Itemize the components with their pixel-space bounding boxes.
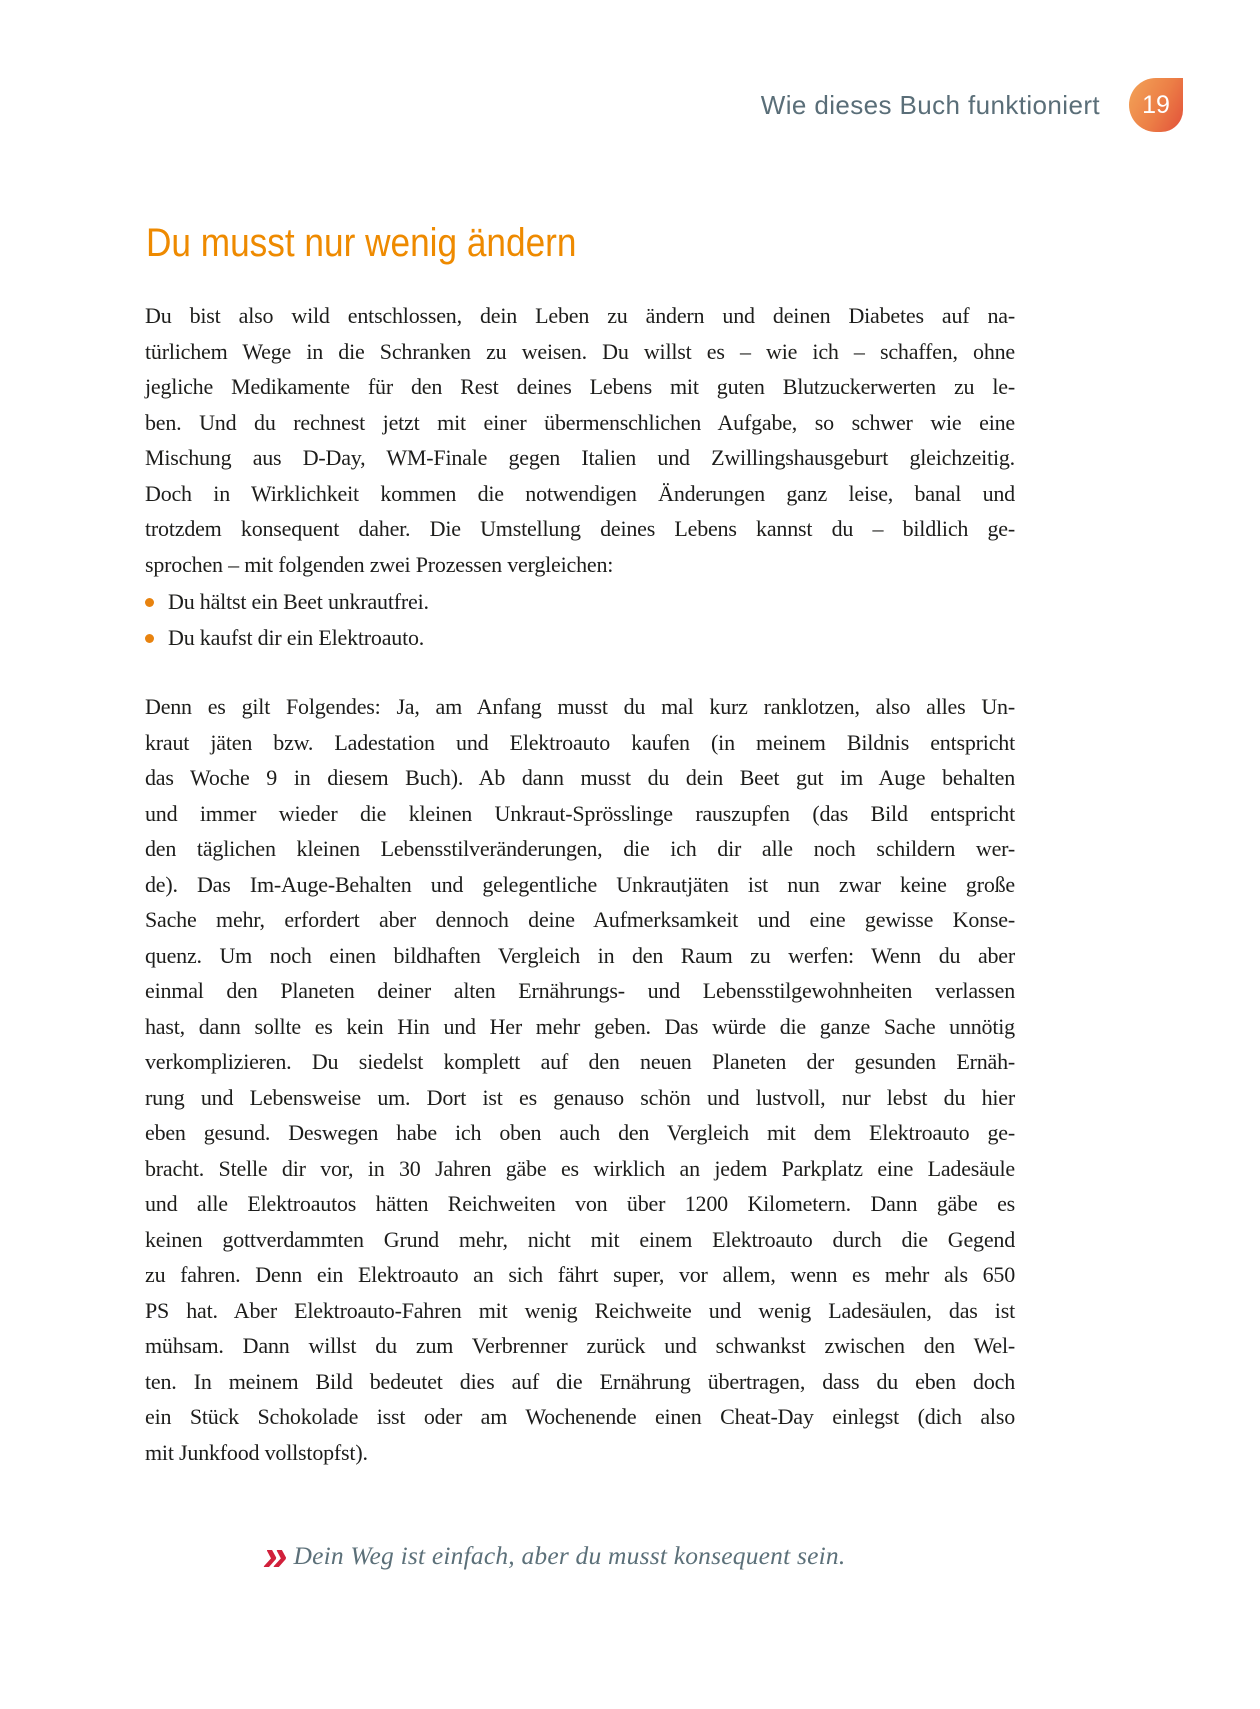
list-item xyxy=(145,620,1015,656)
text-line: eben gesund. Deswegen habe ich oben auch den Vergleich mit dem Elektroauto ge- xyxy=(145,1120,1015,1145)
text-line: kraut jäten bzw. Ladestation und Elektroauto kaufen (in meinem Bildnis entspricht xyxy=(145,729,1015,755)
text-line: bracht. Stelle dir vor, in 30 Jahren gäbe es wirklich an jedem Parkplatz eine Ladesäule xyxy=(145,1155,1015,1181)
page-number-badge xyxy=(1129,78,1183,132)
text-line: Du bist also wild entschlossen, dein Leben zu ändern und deinen Diabetes auf na- xyxy=(145,303,1015,328)
text-line: ein Stück Schokolade isst oder am Wochenende einen Cheat-Day einlegst (dich also xyxy=(145,1404,1015,1429)
text-line: Mischung aus D-Day, WM-Finale gegen Italien und Zwillingshausgeburt gleichzeitig. xyxy=(145,445,1015,470)
text-line: quenz. Um noch einen bildhaften Vergleich in den Raum zu werfen: Wenn du aber xyxy=(145,942,1015,968)
text-line: de). Das Im-Auge-Behalten und gelegentliche Unkrautjäten ist nun zwar keine große xyxy=(145,871,1015,897)
text-line: das Woche 9 in diesem Buch). Ab dann musst du dein Beet gut im Auge behalten xyxy=(145,765,1015,790)
bullet-text: Du hältst ein Beet unkrautfrei. xyxy=(168,589,429,614)
text-line: keinen gottverdammten Grund mehr, nicht mit einem Elektroauto durch die Gegend xyxy=(145,1226,1015,1252)
quote-text: Dein Weg ist einfach, aber du musst konsequent sein. xyxy=(293,1541,846,1570)
paragraph-1 xyxy=(145,298,1015,582)
text-line: einmal den Planeten deiner alten Ernährungs- und Lebensstilgewohnheiten verlassen xyxy=(145,978,1015,1003)
bullet-list xyxy=(145,584,1015,655)
running-head-title: Wie dieses Buch funktioniert xyxy=(760,90,1100,120)
list-item xyxy=(145,584,1015,620)
text-line: ben. Und du rechnest jetzt mit einer übermenschlichen Aufgabe, so schwer wie eine xyxy=(145,409,1015,435)
text-line: und immer wieder die kleinen Unkraut-Sprösslinge rauszupfen (das Bild entspricht xyxy=(145,800,1015,826)
text-line: und alle Elektroautos hätten Reichweiten von über 1200 Kilometern. Dann gäbe es xyxy=(145,1191,1015,1216)
text-line: mit Junkfood vollstopfst). xyxy=(145,1439,368,1465)
bullet-icon xyxy=(145,634,154,643)
section-heading: Du musst nur wenig ändern xyxy=(146,221,577,265)
pull-quote xyxy=(263,1531,846,1580)
page-number: 19 xyxy=(1142,90,1170,119)
double-chevron-icon: » xyxy=(263,1531,282,1580)
text-line: zu fahren. Denn ein Elektroauto an sich fährt super, vor allem, wenn es mehr als 650 xyxy=(145,1262,1015,1287)
text-line: verkomplizieren. Du siedelst komplett auf den neuen Planeten der gesunden Ernäh- xyxy=(145,1049,1015,1074)
text-line: PS hat. Aber Elektroauto-Fahren mit wenig Reichweite und wenig Ladesäulen, das ist xyxy=(145,1297,1015,1323)
text-line: Denn es gilt Folgendes: Ja, am Anfang musst du mal kurz ranklotzen, also alles Un- xyxy=(145,694,1015,719)
paragraph-2 xyxy=(145,689,1015,1470)
text-line: mühsam. Dann willst du zum Verbrenner zurück und schwankst zwischen den Wel- xyxy=(145,1333,1015,1358)
text-line: sprochen – mit folgenden zwei Prozessen vergleichen: xyxy=(145,551,614,577)
text-line: ten. In meinem Bild bedeutet dies auf die Ernährung übertragen, dass du eben doch xyxy=(145,1368,1015,1394)
text-line: türlichem Wege in die Schranken zu weisen. Du willst es – wie ich – schaffen, ohne xyxy=(145,338,1015,364)
bullet-icon xyxy=(145,598,154,607)
text-line: rung und Lebensweise um. Dort ist es genauso schön und lustvoll, nur lebst du hier xyxy=(145,1084,1015,1110)
text-line: hast, dann sollte es kein Hin und Her mehr geben. Das würde die ganze Sache unnötig xyxy=(145,1013,1015,1039)
text-line: Sache mehr, erfordert aber dennoch deine Aufmerksamkeit und eine gewisse Konse- xyxy=(145,907,1015,932)
bullet-text: Du kaufst dir ein Elektroauto. xyxy=(168,624,425,650)
text-line: jegliche Medikamente für den Rest deines Lebens mit guten Blutzuckerwerten zu le- xyxy=(145,374,1015,399)
text-line: trotzdem konsequent daher. Die Umstellung deines Lebens kannst du – bildlich ge- xyxy=(145,516,1015,541)
text-line: Doch in Wirklichkeit kommen die notwendigen Änderungen ganz leise, banal und xyxy=(145,480,1015,506)
text-line: den täglichen kleinen Lebensstilveränderungen, die ich dir alle noch schildern wer- xyxy=(145,836,1015,861)
